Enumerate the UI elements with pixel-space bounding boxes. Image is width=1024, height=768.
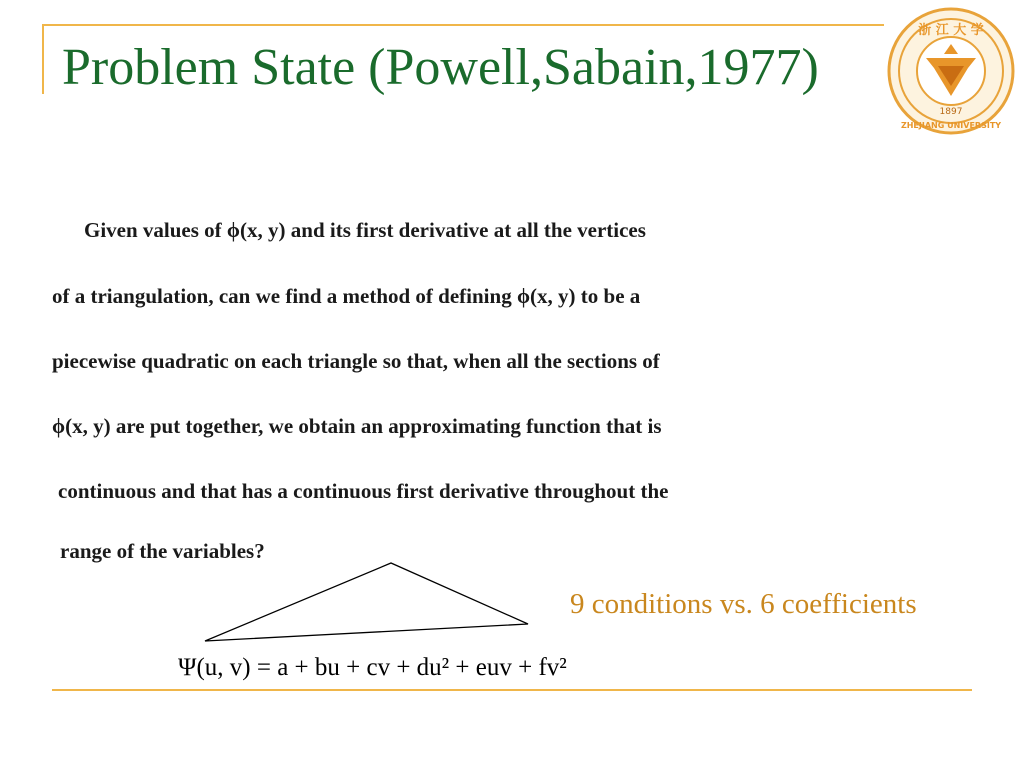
formula-text: Ψ(u, v) = a + bu + cv + du² + euv + fv² [178,654,567,681]
title-frame-top-rule [42,24,884,26]
triangle-diagram [195,555,540,650]
quadratic-formula [178,654,567,682]
zhejiang-university-seal-icon [886,6,1016,136]
logo-chinese-text: 浙 江 大 学 [918,23,984,38]
slide-title: Problem State (Powell,Sabain,1977) [62,39,819,96]
logo-year-text: 1897 [939,107,963,117]
bottom-rule [52,689,972,691]
paragraph-line-3: piecewise quadratic on each triangle so that, when all the sections of [52,349,660,373]
paragraph-line-1: Given values of ϕ(x, y) and its first derivative at all the vertices [84,218,646,242]
paragraph-line-2: of a triangulation, can we find a method of defining ϕ(x, y) to be a [52,284,641,308]
paragraph-line-6: range of the variables? [60,539,265,563]
paragraph-line-5: continuous and that has a continuous first derivative throughout the [58,479,669,503]
conditions-note: 9 conditions vs. 6 coefficients [570,588,917,620]
title-frame-left-rule [42,24,44,94]
logo-english-text: ZHEJIANG UNIVERSITY [900,121,1002,130]
paragraph-line-4: ϕ(x, y) are put together, we obtain an approximating function that is [52,414,662,438]
